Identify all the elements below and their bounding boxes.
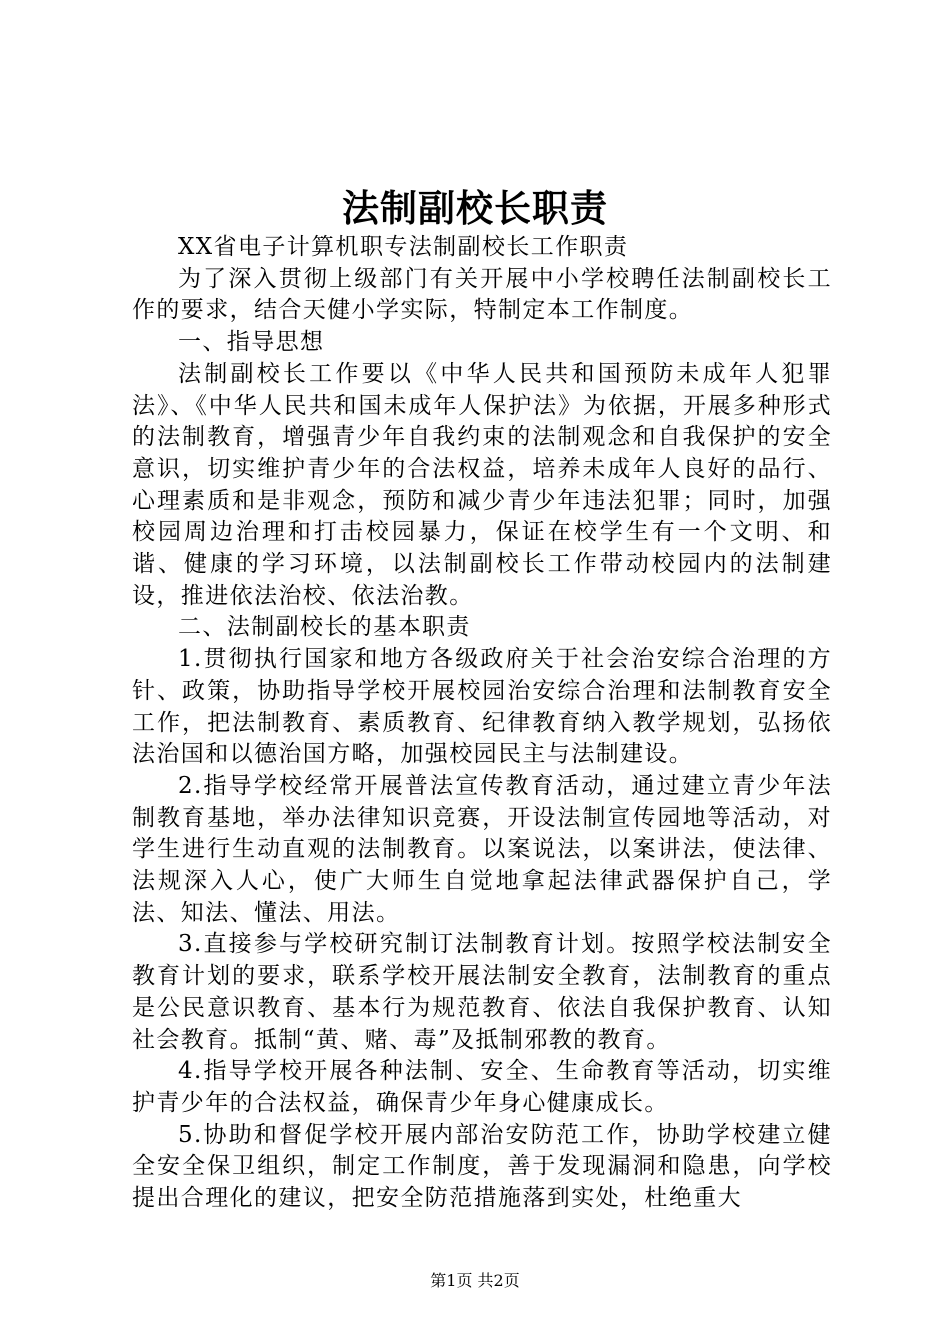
guiding-ideology-paragraph: 法制副校长工作要以《中华人民共和国预防未成年人犯罪法》、《中华人民共和国未成年人保护法》为依据，开展多种形式的法制教育，增强青少年自我约束的法制观念和自我保护的安全意识，切实维护青少年的合法权益，培养未成年人良好的品行、心理素质和是非观念，预防和减少青少年违法犯罪；同时，加强校园周边治理和打击校园暴力，保证在校学生有一个文明、和谐、健康的学习环境，以法制副校长工作带动校园内的法制建设，推进依法治校、依法治教。 bbox=[132, 360, 832, 609]
intro-paragraph: 为了深入贯彻上级部门有关开展中小学校聘任法制副校长工作的要求，结合天健小学实际，特制定本工作制度。 bbox=[132, 265, 832, 324]
duty-item-4: 4.指导学校开展各种法制、安全、生命教育等活动，切实维护青少年的合法权益，确保青少年身心健康成长。 bbox=[132, 1058, 832, 1116]
duty-item-1: 1.贯彻执行国家和地方各级政府关于社会治安综合治理的方针、政策，协助指导学校开展校园治安综合治理和法制教育安全工作，把法制教育、素质教育、纪律教育纳入教学规划，弘扬依法治国和以德治国方略，加强校园民主与法制建设。 bbox=[132, 646, 832, 768]
page-footer: 第1页 共2页 bbox=[430, 1271, 520, 1290]
duty-item-2: 2.指导学校经常开展普法宣传教育活动，通过建立青少年法制教育基地，举办法律知识竞赛，开设法制宣传园地等活动，对学生进行生动直观的法制教育。以案说法，以案讲法，使法律、法规深入人心，使广大师生自觉地拿起法律武器保护自己，学法、知法、懂法、用法。 bbox=[132, 772, 832, 926]
section-heading-basic-duties: 二、法制副校长的基本职责 bbox=[178, 614, 471, 641]
duty-item-3: 3.直接参与学校研究制订法制教育计划。按照学校法制安全教育计划的要求，联系学校开展法制安全教育，法制教育的重点是公民意识教育、基本行为规范教育、依法自我保护教育、认知社会教育。抵制“黄、赌、毒”及抵制邪教的教育。 bbox=[132, 931, 832, 1053]
document-body bbox=[132, 232, 832, 1215]
duty-item-5: 5.协助和督促学校开展内部治安防范工作，协助学校建立健全安全保卫组织，制定工作制度，善于发现漏洞和隐患，向学校提出合理化的建议，把安全防范措施落到实处，杜绝重大 bbox=[132, 1121, 832, 1212]
document-subtitle: XX省电子计算机职专法制副校长工作职责 bbox=[178, 234, 629, 260]
section-heading-guiding-ideology: 一、指导思想 bbox=[178, 329, 325, 356]
document-title: 法制副校长职责 bbox=[342, 186, 608, 230]
